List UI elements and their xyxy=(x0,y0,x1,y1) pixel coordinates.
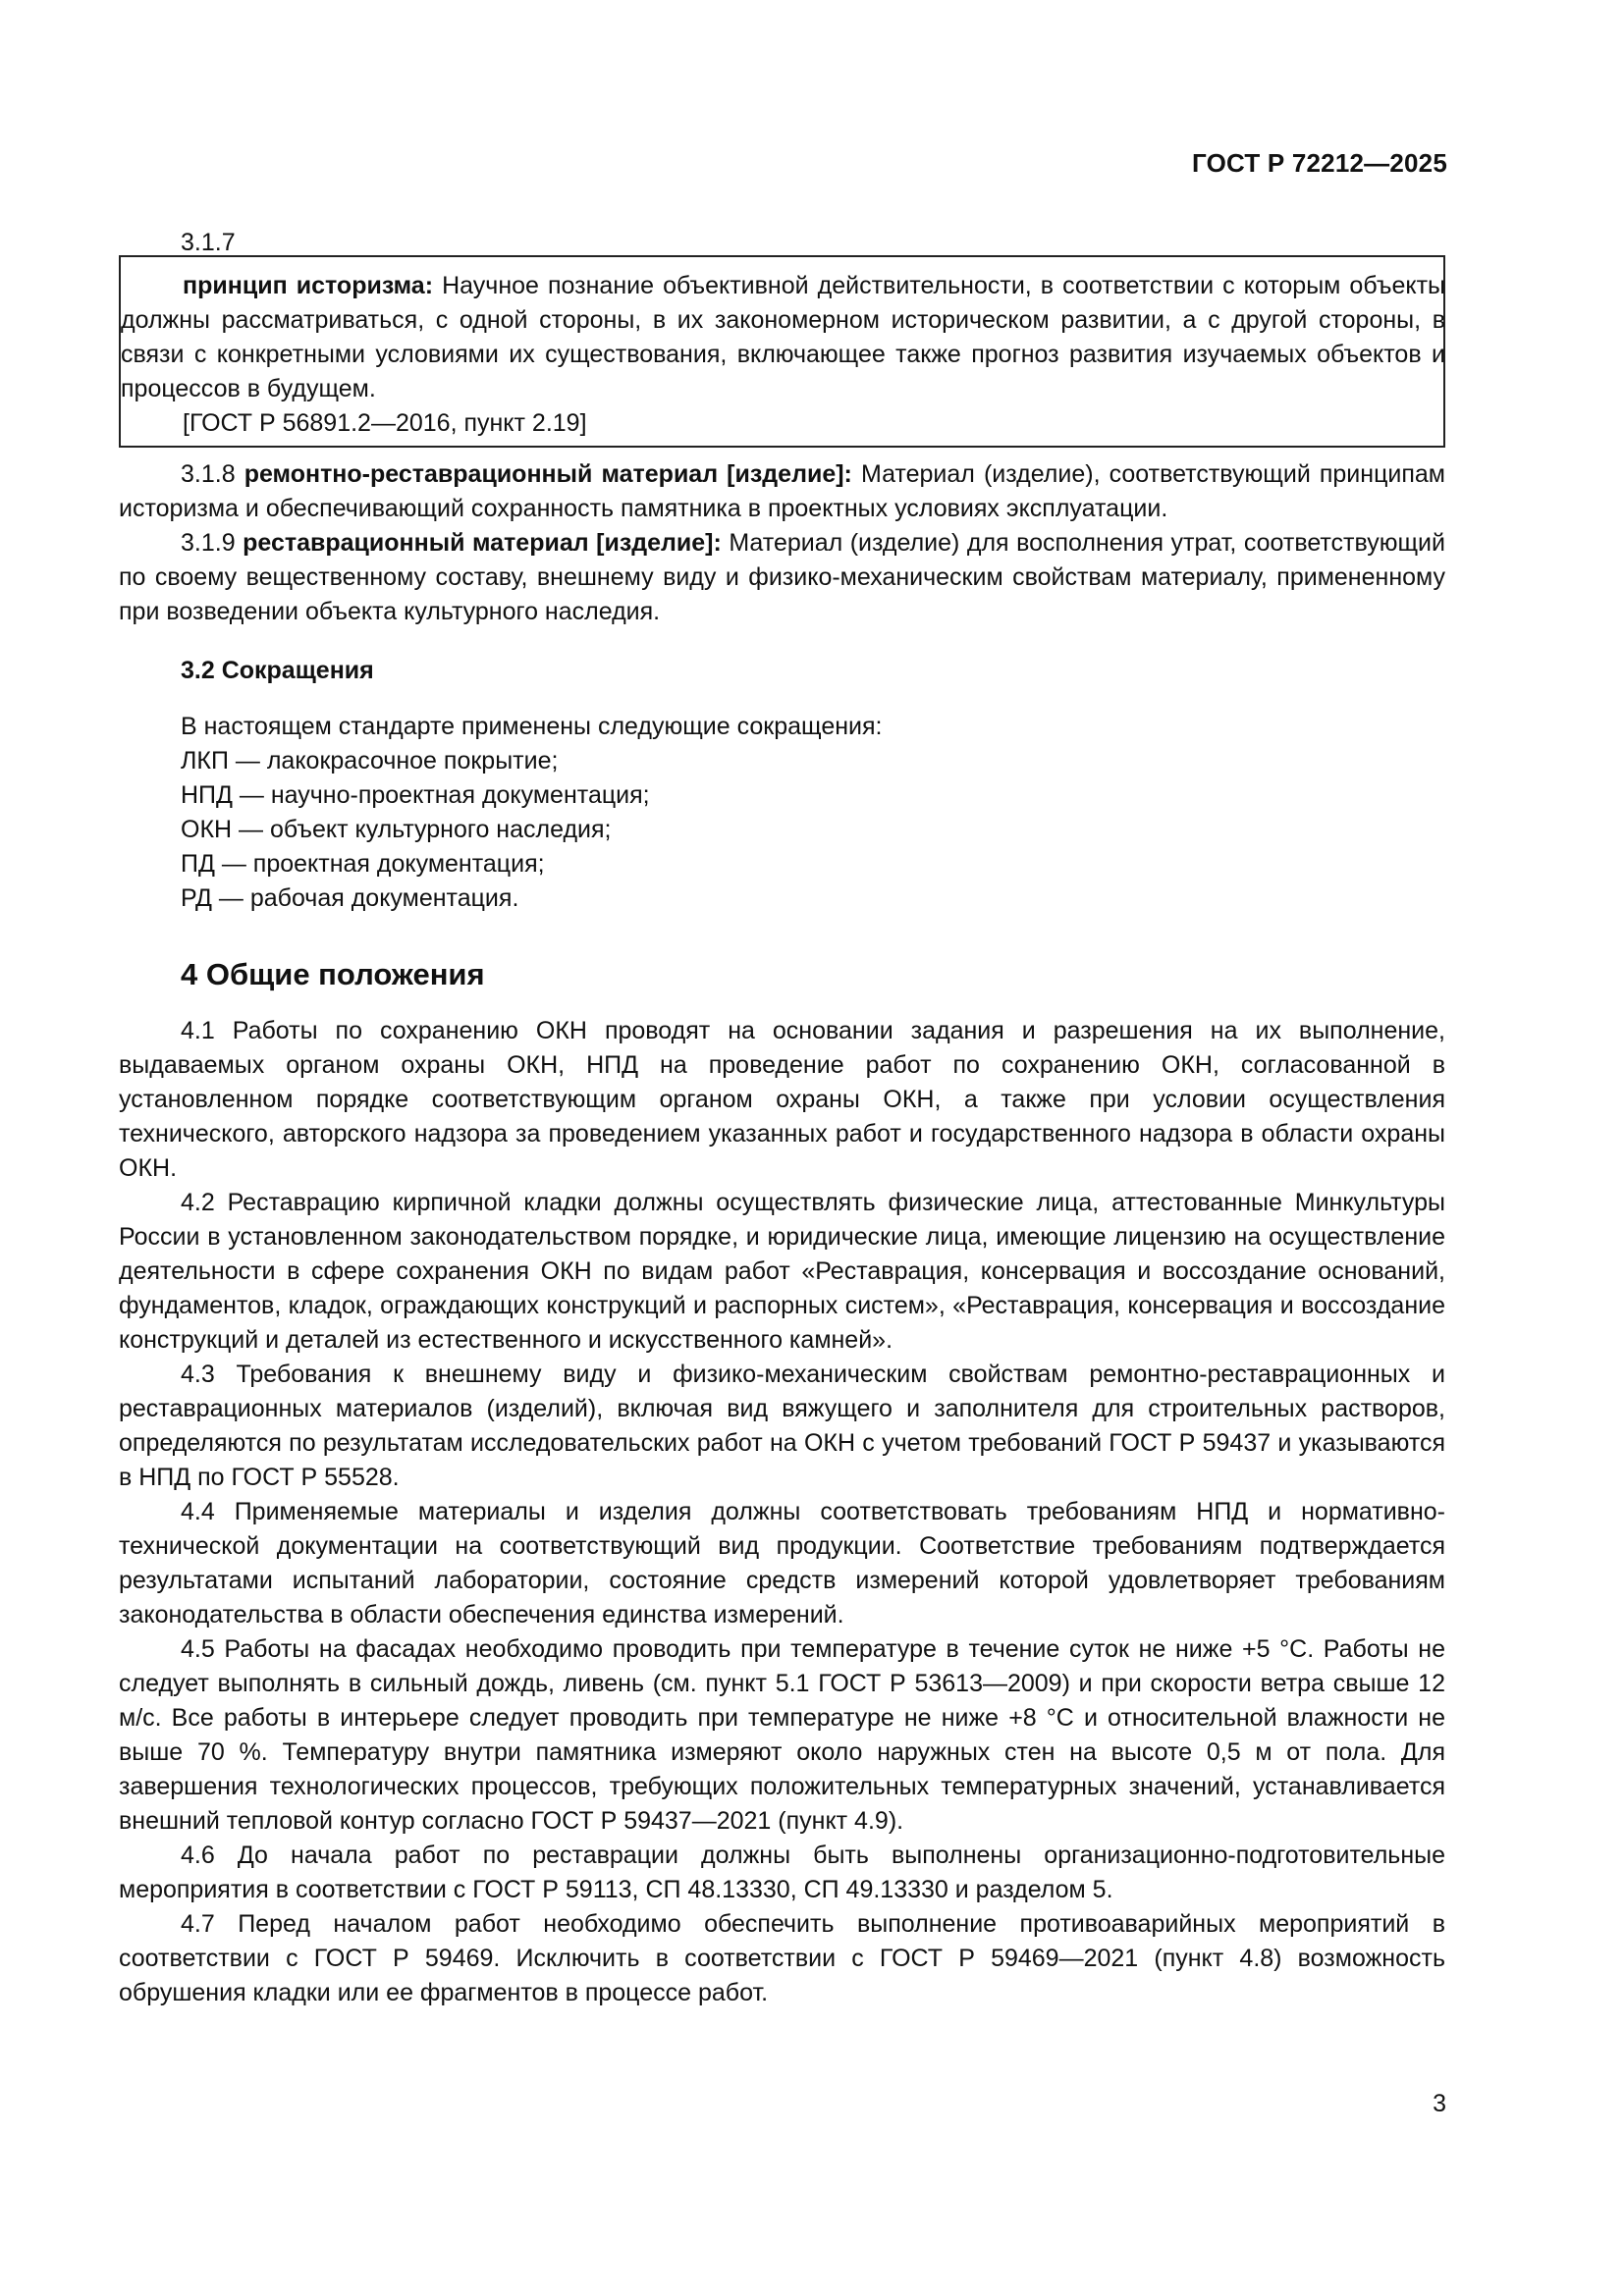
term-definition-box xyxy=(119,255,1445,448)
section-3-2-heading: 3.2 Сокращения xyxy=(181,657,374,684)
abbreviation-item: НПД — научно-проектная документация; xyxy=(181,781,650,809)
abbreviation-item: ОКН — объект культурного наследия; xyxy=(181,816,612,843)
paragraph-4-3: 4.3 Требования к внешнему виду и физико-механическим свойствам ремонтно-реставрационных и реставрационных материалов (изделий), включая вид вяжущего и заполнителя для строительных растворов, определяются по результатам исследовательских работ на ОКН с учетом требований ГОСТ Р 59437 и указываются в НПД по ГОСТ Р 55528. xyxy=(119,1361,1445,1491)
term-3-1-8-term: ремонтно-реставрационный материал [изделие]: xyxy=(244,460,852,488)
paragraph-4-2: 4.2 Реставрацию кирпичной кладки должны осуществлять физические лица, аттестованные Минкультуры России в установленном законодательством порядке, и юридические лица, имеющие лицензию на осуществление деятельности в сфере сохранения ОКН по видам работ «Реставрация, консервация и воссоздание оснований, фундаментов, кладок, ограждающих конструкций и распорных систем», «Реставрация, консервация и воссоздание конструкций и деталей из естественного и искусственного камней». xyxy=(119,1189,1445,1354)
term-3-1-9-number: 3.1.9 xyxy=(181,529,244,557)
terms-3-1-8-3-1-9 xyxy=(119,457,1445,629)
term-3-1-9-paragraph xyxy=(119,526,1445,629)
paragraph-4-7: 4.7 Перед началом работ необходимо обеспечить выполнение противоаварийных мероприятий в соответствии с ГОСТ Р 59469. Исключить в соответствии с ГОСТ Р 59469—2021 (пункт 4.8) возможность обрушения кладки или ее фрагментов в процессе работ. xyxy=(119,1910,1445,2006)
page-number: 3 xyxy=(1433,2090,1446,2117)
term-number-3-1-7: 3.1.7 xyxy=(181,229,236,256)
term-3-1-7-source: [ГОСТ Р 56891.2—2016, пункт 2.19] xyxy=(183,409,587,437)
term-3-1-8-paragraph xyxy=(119,457,1445,526)
term-3-1-7-term: принцип историзма: xyxy=(183,272,434,299)
abbreviations-list xyxy=(181,710,882,916)
paragraph-4-4: 4.4 Применяемые материалы и изделия должны соответствовать требованиям НПД и нормативно-технической документации на соответствующий вид продукции. Соответствие требованиям подтверждается результатами испытаний лаборатории, состояние средств измерений которой удовлетворяет требованиям законодательства в области обеспечения единства измерений. xyxy=(119,1498,1445,1629)
document-code: ГОСТ Р 72212—2025 xyxy=(1192,148,1447,178)
abbreviations-intro: В настоящем стандарте применены следующие сокращения: xyxy=(181,713,883,740)
term-3-1-9-term: реставрационный материал [изделие]: xyxy=(243,529,722,557)
term-3-1-8-definition: Материал (изделие), соответствующий принципам историзма и обеспечивающий сохранность памятника в проектных условиях эксплуатации. xyxy=(119,460,1445,522)
term-box-content xyxy=(121,255,1445,441)
paragraph-4-6: 4.6 До начала работ по реставрации должны быть выполнены организационно-подготовительные мероприятия в соответствии с ГОСТ Р 59113, СП 48.13330, СП 49.13330 и разделом 5. xyxy=(119,1842,1445,1903)
section-4-body xyxy=(119,1014,1445,2010)
term-3-1-7-definition: Научное познание объективной действительности, в соответствии с которым объекты должны рассматриваться, с одной стороны, в их закономерном историческом развитии, а с другой стороны, в связи с конкретными условиями их существования, включающее также прогноз развития изучаемых объектов и процессов в будущем. xyxy=(121,272,1445,402)
term-3-1-8-number: 3.1.8 xyxy=(181,460,244,488)
section-4-heading: 4 Общие положения xyxy=(181,957,485,991)
abbreviation-item: ПД — проектная документация; xyxy=(181,850,545,878)
paragraph-4-5: 4.5 Работы на фасадах необходимо проводить при температуре в течение суток не ниже +5 °C. Работы не следует выполнять в сильный дождь, ливень (см. пункт 5.1 ГОСТ Р 53613—2009) и при скорости ветра свыше 12 м/с. Все работы в интерьере следует проводить при температуре не ниже +8 °C и относительной влажности не выше 70 %. Температуру внутри памятника измеряют около наружных стен на высоте 0,5 м от пола. Для завершения технологических процессов, требующих положительных температурных значений, устанавливается внешний тепловой контур согласно ГОСТ Р 59437—2021 (пункт 4.9). xyxy=(119,1635,1445,1835)
term-3-1-7-paragraph xyxy=(121,269,1445,406)
abbreviation-item: ЛКП — лакокрасочное покрытие; xyxy=(181,747,559,774)
term-3-1-9-definition: Материал (изделие) для восполнения утрат, соответствующий по своему вещественному составу, внешнему виду и физико-механическим свойствам материалу, примененному при возведении объекта культурного наследия. xyxy=(119,529,1445,625)
paragraph-4-1: 4.1 Работы по сохранению ОКН проводят на основании задания и разрешения на их выполнение, выдаваемых органом охраны ОКН, НПД на проведение работ по сохранению ОКН, согласованной в установленном порядке соответствующим органом охраны ОКН, а также при условии осуществления технического, авторского надзора за проведением указанных работ и государственного надзора в области охраны ОКН. xyxy=(119,1017,1445,1182)
abbreviation-item: РД — рабочая документация. xyxy=(181,884,519,912)
